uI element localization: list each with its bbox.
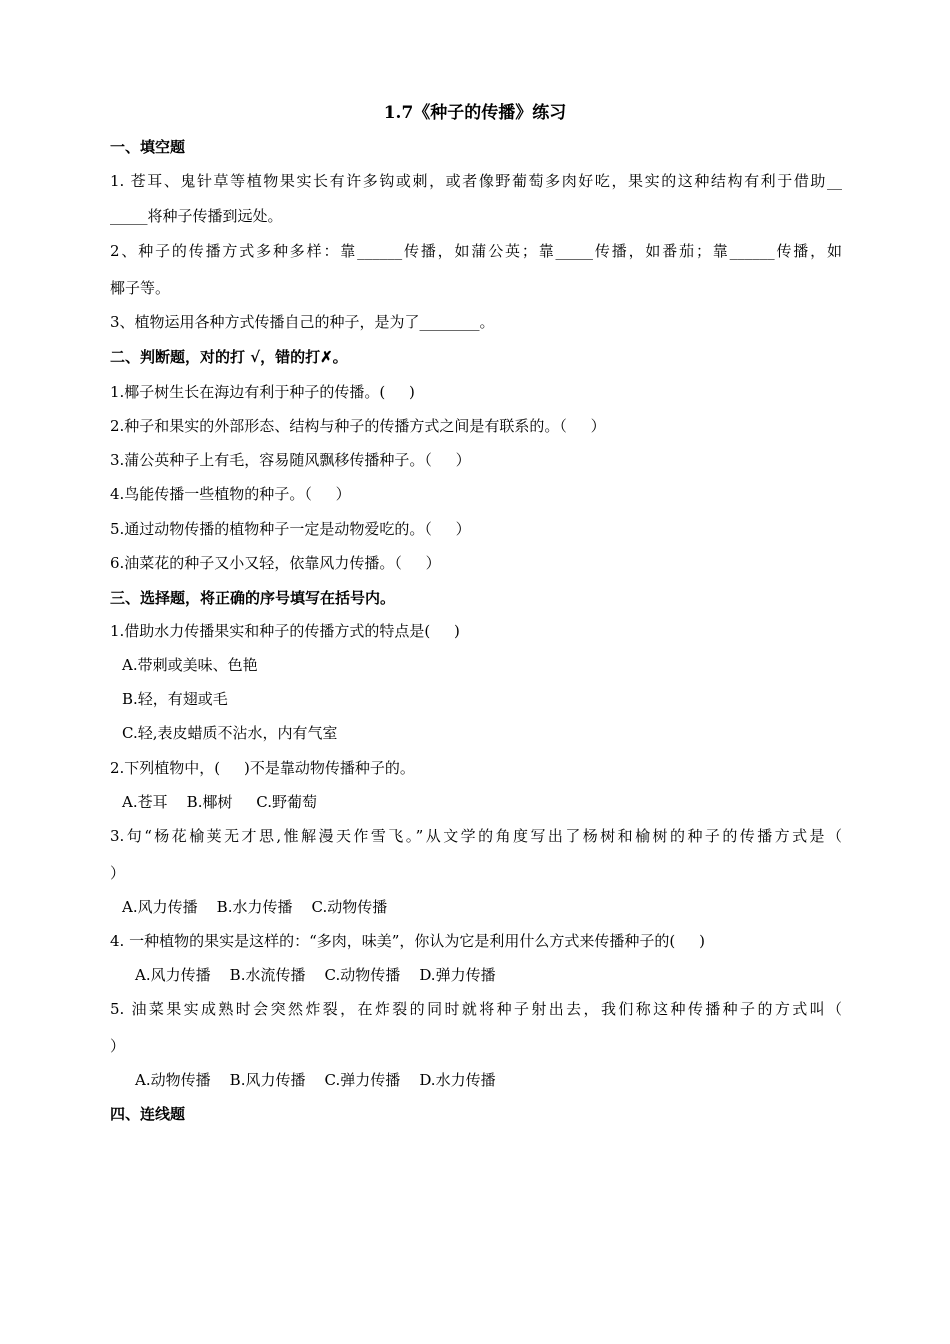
choice-question-1-option-a: A.带刺或美味、色艳 <box>122 656 258 674</box>
choice-question-2-options: A.苍耳 B.椰树 C.野葡萄 <box>122 793 318 811</box>
choice-question-1-option-b: B.轻，有翅或毛 <box>122 690 228 708</box>
fill-question-3: 3、植物运用各种方式传播自己的种子，是为了________。 <box>110 313 495 331</box>
choice-question-3-line-1: 3.句“杨花榆荚无才思,惟解漫天作雪飞。”从文学的角度写出了杨树和榆树的种子的传播方式是（ <box>110 827 842 845</box>
fill-question-1-line-1: 1. 苍耳、鬼针草等植物果实长有许多钩或刺，或者像野葡萄多肉好吃，果实的这种结构有利于借助__ <box>110 172 842 190</box>
section-2-heading: 二、判断题，对的打 √，错的打✗。 <box>110 348 348 366</box>
judge-question-1: 1.椰子树生长在海边有利于种子的传播。( ) <box>110 383 415 401</box>
choice-question-1: 1.借助水力传播果实和种子的传播方式的特点是( ) <box>110 622 460 640</box>
judge-question-6: 6.油菜花的种子又小又轻，依靠风力传播。（ ） <box>110 554 441 572</box>
choice-question-3-line-2: ） <box>110 864 126 882</box>
choice-question-4: 4. 一种植物的果实是这样的：“多肉，味美”，你认为它是利用什么方式来传播种子的( ) <box>110 932 705 950</box>
judge-question-5: 5.通过动物传播的植物种子一定是动物爱吃的。（ ） <box>110 520 471 538</box>
choice-question-1-option-c: C.轻,表皮蜡质不沾水，内有气室 <box>122 724 338 742</box>
section-3-heading: 三、选择题，将正确的序号填写在括号内。 <box>110 589 396 607</box>
choice-question-4-options: A.风力传播 B.水流传播 C.动物传播 D.弹力传播 <box>135 966 496 984</box>
choice-question-5-line-1: 5. 油菜果实成熟时会突然炸裂，在炸裂的同时就将种子射出去，我们称这种传播种子的方式叫（ <box>110 1000 842 1018</box>
choice-question-5-line-2: ） <box>110 1037 126 1055</box>
document-title: 1.7《种子的传播》练习 <box>383 103 567 123</box>
choice-question-3-options: A.风力传播 B.水力传播 C.动物传播 <box>122 898 388 916</box>
judge-question-4: 4.鸟能传播一些植物的种子。（ ） <box>110 485 351 503</box>
fill-question-2-line-2: 椰子等。 <box>110 279 171 297</box>
fill-question-2-line-1: 2、种子的传播方式多种多样：靠______传播，如蒲公英；靠_____传播，如番茄；靠______传播，如 <box>110 242 842 260</box>
judge-question-3: 3.蒲公英种子上有毛，容易随风飘移传播种子。（ ） <box>110 451 471 469</box>
fill-question-1-line-2: _____将种子传播到远处。 <box>110 207 283 225</box>
section-4-heading: 四、连线题 <box>110 1105 186 1123</box>
section-1-heading: 一、填空题 <box>110 138 186 156</box>
choice-question-5-options: A.动物传播 B.风力传播 C.弹力传播 D.水力传播 <box>135 1071 496 1089</box>
judge-question-2: 2.种子和果实的外部形态、结构与种子的传播方式之间是有联系的。（ ） <box>110 417 606 435</box>
choice-question-2: 2.下列植物中，( )不是靠动物传播种子的。 <box>110 759 415 777</box>
